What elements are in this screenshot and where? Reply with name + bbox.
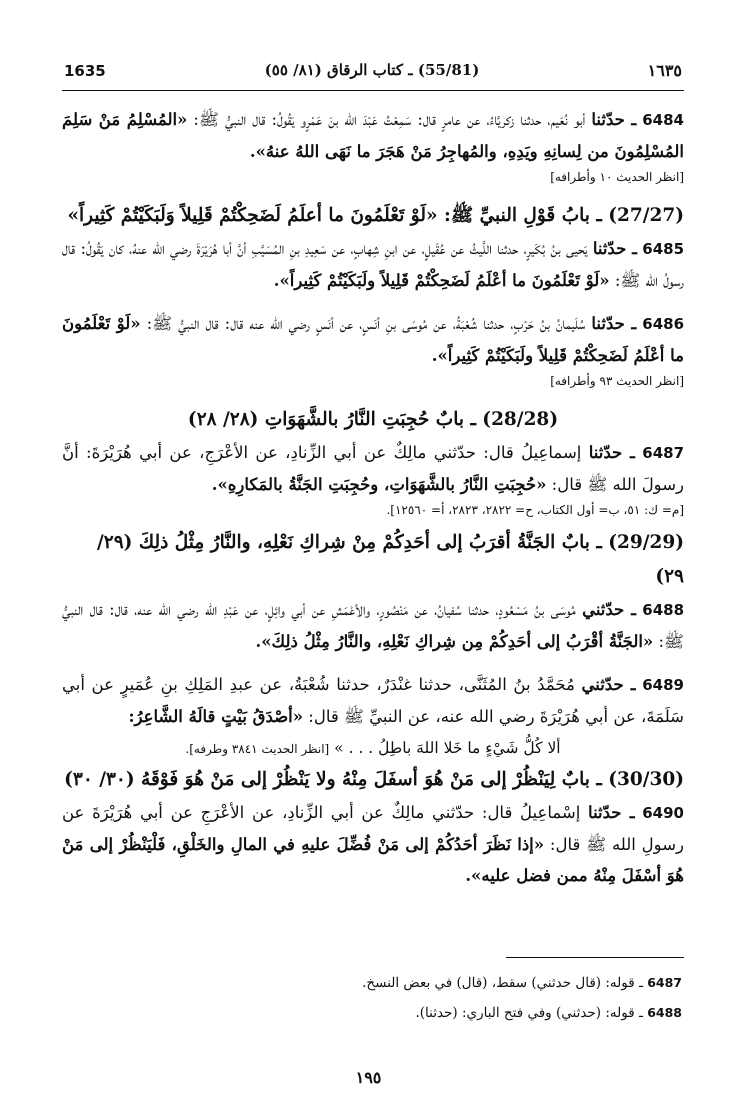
matn: «الجَنَّةُ أقْرَبُ إلى أحَدِكُمْ مِن شِراكِ نَعْلِهِ، والنَّارُ مِثْلُ ذلِكَ». xyxy=(255,632,654,651)
hadith-6484: 6484 ـ حدّثنا أبو نُعَيم، حدثنا زكريَّاءُ، عن عامرٍ قال: سَمِعْتُ عَبْدَ الله بنَ عَمْرٍو يَقُولُ: قال النبيُّ ﷺ: «المُسْلِمُ مَنْ سَلِمَ المُسْلِمُونَ من لِسانِهِ ويَدِهِ، والمُهاجِرُ مَنْ هَجَرَ ما نَهَى اللهُ عنهُ». [انظر الحديث ١٠ وأطرافه] xyxy=(62,104,684,187)
footnote-rule xyxy=(506,957,684,958)
poem-line: ألا كُلُّ شَيْءٍ ما خَلا اللهَ باطِلُ . . . » [انظر الحديث ٣٨٤١ وطرفه]. xyxy=(185,739,561,757)
bab-heading-29: (29/29) ـ بابٌ الجَنَّةُ أقرَبُ إلى أحَدِكُمْ مِنْ شِراكِ نَعْلِهِ، والنَّارُ مِثْلُ ذلِكَ (٢٩/ ٢٩) xyxy=(97,532,684,587)
page-number-arabic: ١٦٣٥ xyxy=(647,61,682,80)
hadith-6486: 6486 ـ حدّثنا سُلَيمانُ بنُ حَرْبٍ، حدثنا شُعْبَةُ، عن مُوسَى بنِ أنَسٍ، عن أنَسٍ رضي الله عنه قال: قال النبيُّ ﷺ: «لَوْ تَعْلَمُونَ ما أعْلَمُ لَضَحِكْتُمْ قَلِيلاً ولَبَكَيْتُمْ كَثِيراً». [انظر الحديث ٩٣ وأطرافه] xyxy=(62,308,684,391)
hadith-number: 6485 xyxy=(642,240,685,258)
footnote: 6488 ـ قوله: (حدثني) وفي فتح الباري: (حدثنا). xyxy=(415,1005,682,1021)
page-number-bottom: ١٩٥ xyxy=(355,1068,382,1087)
chapter-title: (55/81) ـ كتاب الرقاق (٨١/ ٥٥) xyxy=(264,61,480,79)
hadith-6487: 6487 ـ حدّثنا إسماعِيلُ قال: حدّثني مالِكٌ عن أبي الزِّنادِ، عن الأعْرَجِ، عن أبي هُرَيْرَةَ: أنَّ رسولَ الله ﷺ قال: «حُجِبَتِ النَّارُ بالشَّهَوَاتِ، وحُجِبَتِ الجَنَّةُ بالمَكارِهِ». [م= ك: ٥١، ب= أول الكتاب، ح= ٢٨٢٢، ٢٨٢٣، أ= ١٢٥٦٠]. xyxy=(62,437,684,520)
hadith-number: 6484 xyxy=(642,111,684,129)
reference-note: [م= ك: ٥١، ب= أول الكتاب، ح= ٢٨٢٢، ٢٨٢٣، أ= ١٢٥٦٠]. xyxy=(386,503,684,517)
reference-note: [انظر الحديث ٣٨٤١ وطرفه]. xyxy=(185,742,330,756)
hadith-number: 6487 xyxy=(642,444,685,462)
hadith-number: 6490 xyxy=(642,804,684,822)
bab-heading-30: (30/30) ـ بابٌ لِيَنْظُرْ إلى مَنْ هُوَ أسفَلَ مِنْهُ ولا يَنْظُرْ إلى مَنْ هُوَ فَوْقَهُ (٣٠/ ٣٠) xyxy=(64,769,684,790)
footnotes xyxy=(62,968,682,1028)
footnote: 6487 ـ قوله: (قال حدثني) سقط، (قال) في بعض النسخ. xyxy=(362,975,682,991)
running-header xyxy=(62,58,682,86)
reference-note: [انظر الحديث ١٠ وأطرافه] xyxy=(550,170,684,184)
hadith-number: 6488 xyxy=(642,601,685,619)
matn: «حُجِبَتِ النَّارُ بالشَّهَوَاتِ، وحُجِبَتِ الجَنَّةُ بالمَكارِهِ». xyxy=(211,475,547,494)
hadith-6485: 6485 ـ حدّثنا يَحيى بنُ بُكَيرٍ، حدثنا اللَّيثُ عن عُقَيلٍ، عن ابنِ شِهابٍ، عن سَعِيدِ بنِ المُسَيَّبِ أنَّ أبا هُرَيْرَةَ رضي الله عنهُ، كان يَقُولُ: قال رسولُ الله ﷺ: «لَوْ تَعْلَمُونَ ما أعْلَمُ لَضَحِكْتُمْ قَلِيلاً ولَبَكَيْتُمْ كَثِيراً». xyxy=(62,239,685,290)
hadith-number: 6486 xyxy=(642,315,685,333)
matn: «إذا نَظَرَ أحَدُكُمْ إلى مَنْ فُضِّلَ عليهِ في المالِ والخَلْقِ، فَلْيَنْظُرْ إلى مَنْ هُوَ أسْفَلَ مِنْهُ ممن فضل عليه». xyxy=(62,835,684,885)
matn: «لَوْ تَعْلَمُونَ ما أعْلَمُ لَضَحِكْتُمْ قَلِيلاً ولَبَكَيْتُمْ كَثِيراً». xyxy=(273,271,610,290)
bab-heading-28: (28/28) ـ بابٌ حُجِبَتِ النَّارُ بالشَّهَوَاتِ (٢٨/ ٢٨) xyxy=(187,409,559,430)
matn: «أصْدَقُ بَيْتٍ قالَهُ الشَّاعِرُ: xyxy=(128,707,304,726)
page-number-latin: 1635 xyxy=(64,62,106,80)
hadith-6490: 6490 ـ حدّثنا إسْماعِيلُ قال: حدّثني مالِكٌ عن أبي الزِّنادِ، عن الأعْرَجِ عن أبي هُرَيْرَةَ عن رسولِ الله ﷺ قال: «إذا نَظَرَ أحَدُكُمْ إلى مَنْ فُضِّلَ عليهِ في المالِ والخَلْقِ، فَلْيَنْظُرْ إلى مَنْ هُوَ أسْفَلَ مِنْهُ ممن فضل عليه». xyxy=(62,803,684,885)
hadith-6489: 6489 ـ حدّثني مُحَمَّدُ بنُ المُثَنَّى، حدثنا غنْدَرٌ، حدثنا شُعْبَةُ، عن عبدِ المَلِكِ بنِ عُمَيرٍ عن أبي سَلَمَةَ، عن أبي هُرَيْرَةَ رضي الله عنه، عن النبيِّ ﷺ قال: «أصْدَقُ بَيْتٍ قالَهُ الشَّاعِرُ: xyxy=(62,675,684,726)
header-rule xyxy=(62,90,684,91)
hadith-number: 6489 xyxy=(642,676,684,694)
bab-heading-27: (27/27) ـ بابُ قَوْلِ النبيِّ ﷺ: «لَوْ تَعْلَمُونَ ما أعلَمُ لَضَحِكْتُمْ قَلِيلاً وَلَبَكَيْتُمْ كَثِيراً» xyxy=(67,205,684,226)
matn: «لَوْ تَعْلَمُونَ ما أعْلَمُ لَضَحِكْتُمْ قَلِيلاً ولَبَكَيْتُمْ كَثِيراً». xyxy=(62,314,684,365)
matn: «المُسْلِمُ مَنْ سَلِمَ المُسْلِمُونَ من لِسانِهِ ويَدِهِ، والمُهاجِرُ مَنْ هَجَرَ ما نَهَى اللهُ عنهُ». xyxy=(62,110,684,161)
reference-note: [انظر الحديث ٩٣ وأطرافه] xyxy=(550,374,684,388)
hadith-6488: 6488 ـ حدّثني مُوسَى بنُ مَسْعُودٍ، حدثنا سُفيانُ، عن مَنْصُورٍ، والأعْمَشِ عن أبي وائِلٍ، عن عَبْدِ الله رضي الله عنه، قال: قال النبيُّ ﷺ: «الجَنَّةُ أقْرَبُ إلى أحَدِكُمْ مِن شِراكِ نَعْلِهِ، والنَّارُ مِثْلُ ذلِكَ». xyxy=(62,600,685,651)
main-text xyxy=(62,104,684,891)
